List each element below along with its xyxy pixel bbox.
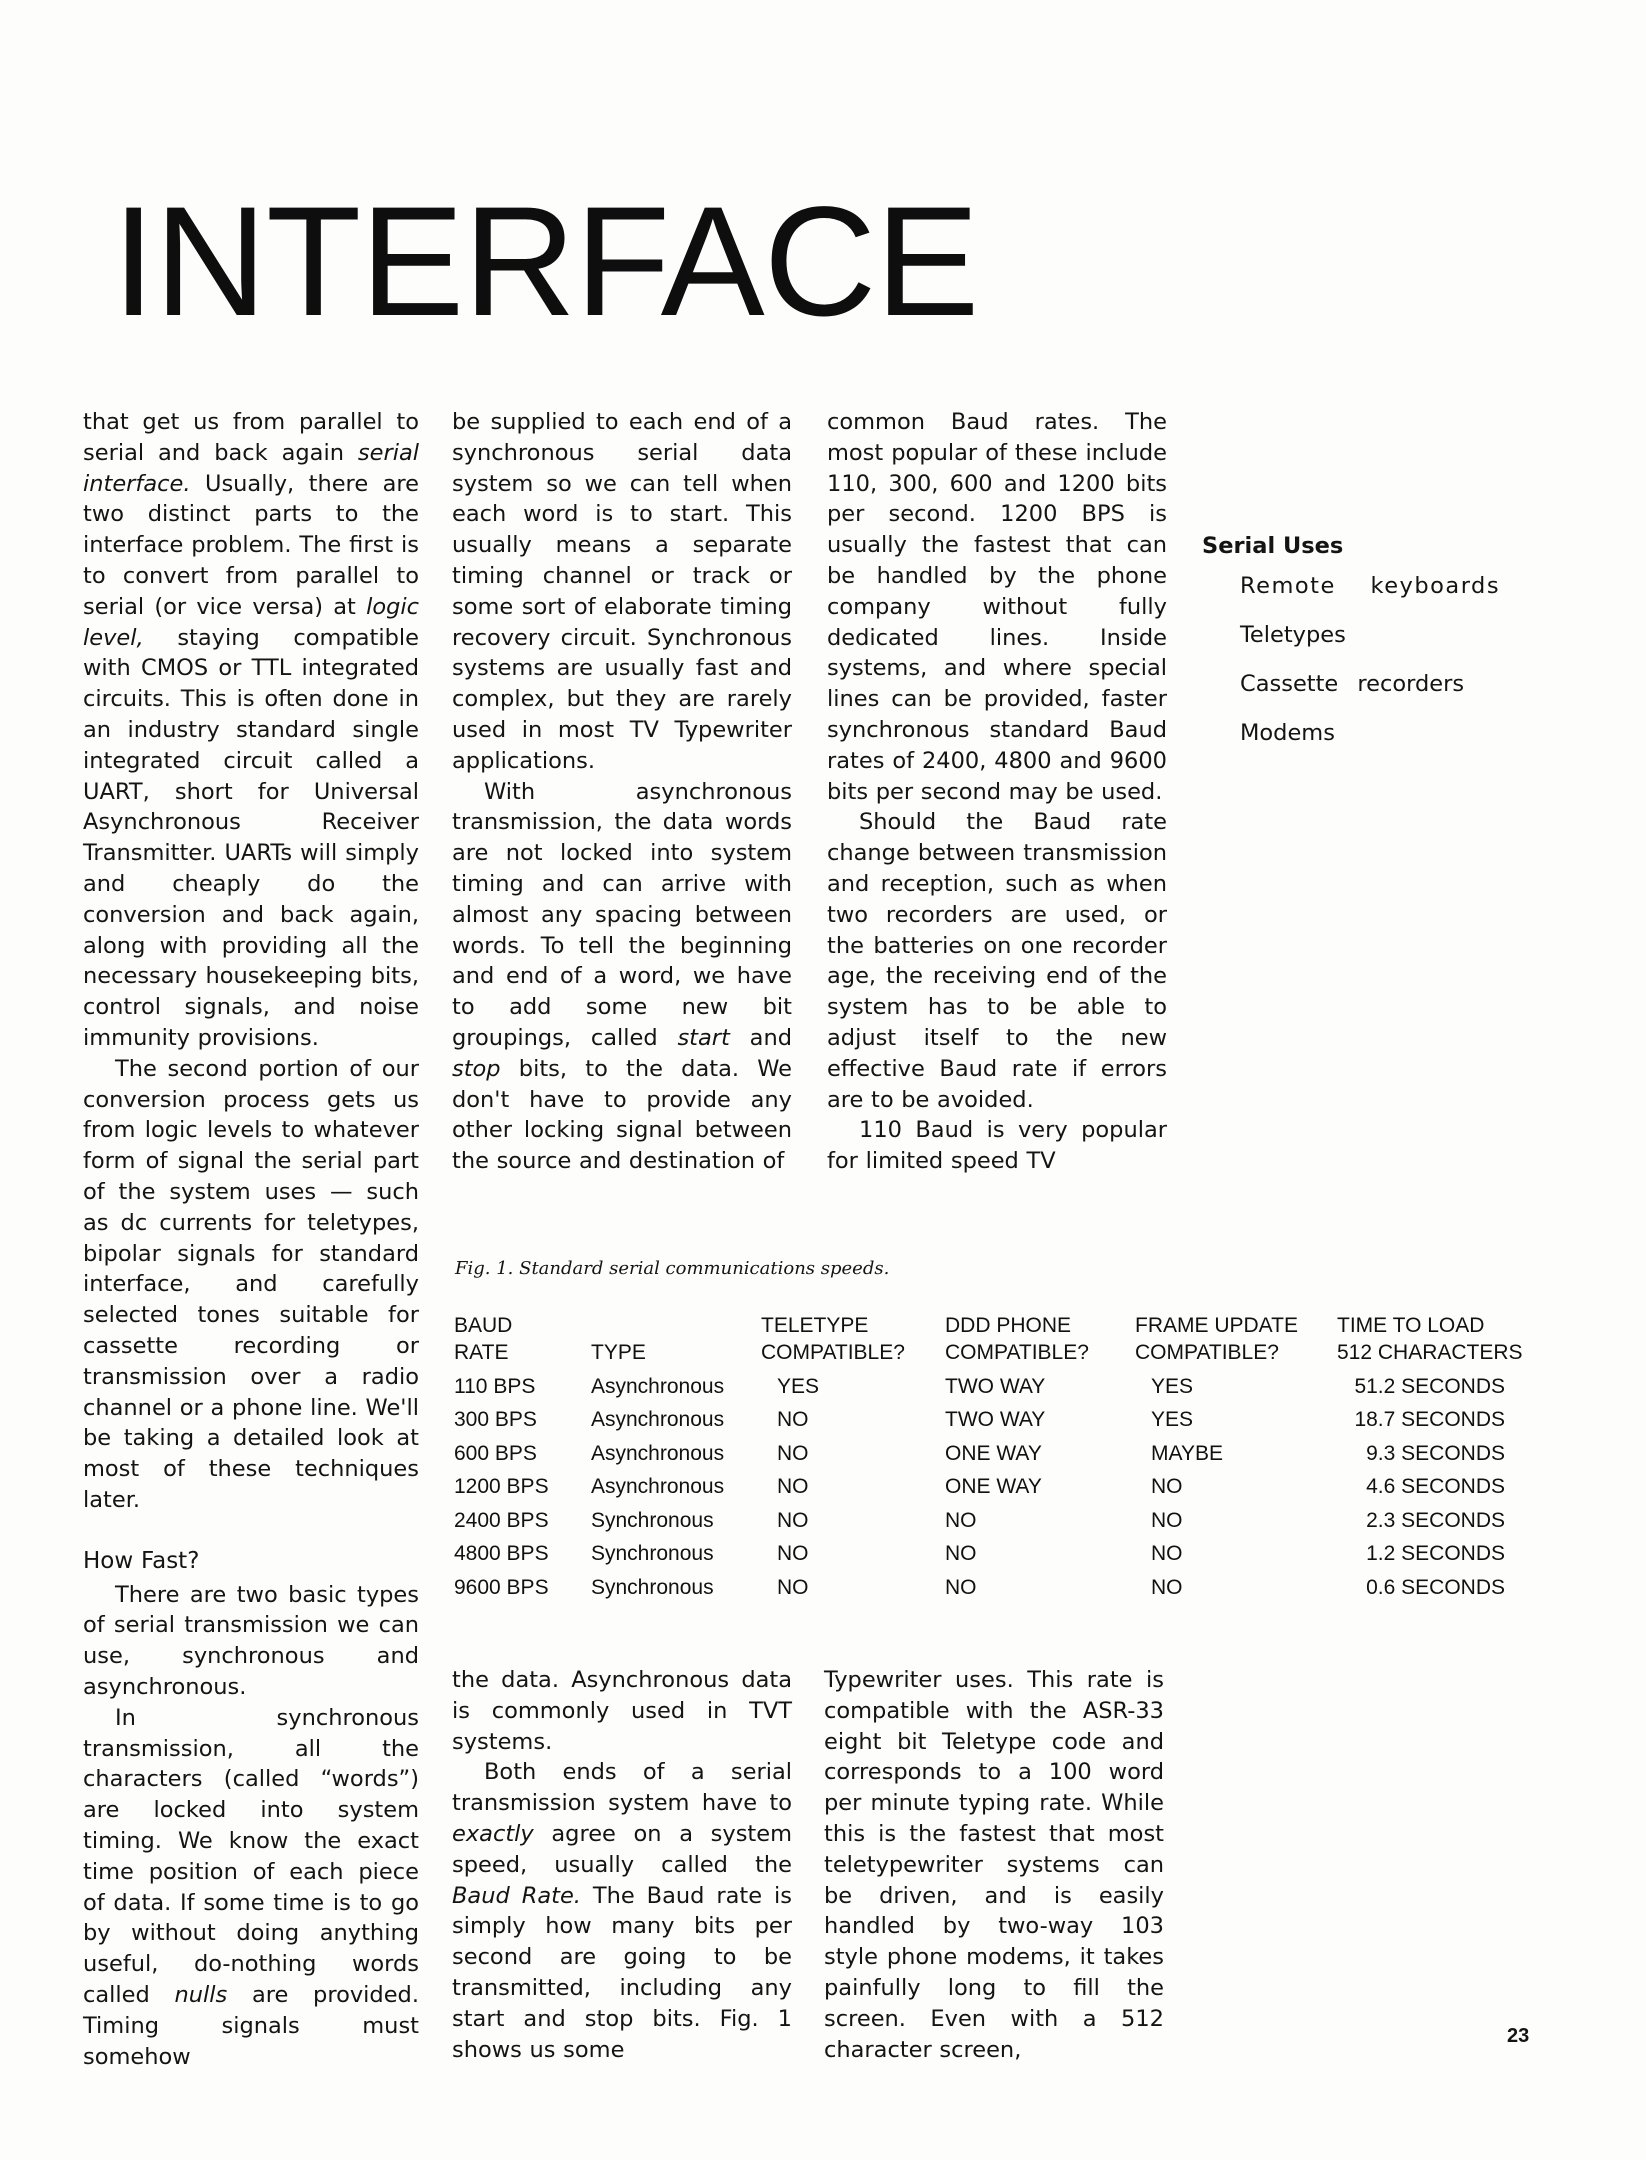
text-column-1 (83, 407, 419, 2072)
paragraph: In synchronous transmission, all the characters (called “words”) are locked into system timing. We know the exact time position of each piece of data. If some time is to go by without doing anything useful, do-nothing words called nulls are provided. Timing signals must somehow (83, 1704, 419, 2070)
table-cell: 18.7 SECONDS (1354, 1408, 1505, 1432)
table-cell: NO (777, 1475, 809, 1499)
table-cell: Synchronous (591, 1575, 714, 1599)
table-cell: Asynchronous (591, 1374, 725, 1398)
table-row (450, 1538, 1545, 1572)
column-header: BAUD RATE (454, 1314, 513, 1364)
table-cell: ONE WAY (945, 1441, 1042, 1465)
paragraph: the data. Asynchronous data is commonly used in TVT systems. (452, 1667, 792, 1755)
table-cell: NO (777, 1441, 809, 1465)
table-cell: Synchronous (591, 1508, 714, 1532)
table-cell: Asynchronous (591, 1475, 725, 1499)
table-cell: NO (1151, 1542, 1183, 1566)
paragraph: There are two basic types of serial transmission we can use, synchronous and asynchronous. (83, 1581, 419, 1701)
table-cell: 1200 BPS (454, 1475, 549, 1499)
table-cell: 600 BPS (454, 1441, 537, 1465)
page-title: INTERFACE (112, 175, 979, 349)
paragraph: Should the Baud rate change between transmission and reception, such as when two recorders are used, or the batteries on one recorder age, the receiving end of the system has to be able to adjust itself to the new effective Baud rate if errors are to be avoided. (827, 809, 1167, 1113)
list-item: Modems (1240, 720, 1335, 746)
table-cell: TWO WAY (945, 1374, 1046, 1398)
text-column-4 (452, 1665, 792, 2065)
table-row (450, 1404, 1545, 1438)
serial-speeds-table (450, 1312, 1545, 1605)
table-cell: NO (777, 1542, 809, 1566)
table-cell: NO (777, 1408, 809, 1432)
table-cell: TWO WAY (945, 1408, 1046, 1432)
table-cell: NO (777, 1508, 809, 1532)
table-cell: 4.6 SECONDS (1366, 1475, 1505, 1499)
list-item: Remote keyboards (1240, 573, 1501, 599)
text-column-3 (827, 407, 1167, 1177)
text-column-2 (452, 407, 792, 1177)
paragraph: Typewriter uses. This rate is compatible with the ASR-33 eight bit Teletype code and corresponds to a 100 word per minute typing rate. While this is the fastest that most teletypewriter systems can be driven, and is easily handled by two-way 103 style phone modems, it takes painfully long to fill the screen. Even with a 512 character screen, (824, 1667, 1164, 2063)
table-cell: 0.6 SECONDS (1366, 1575, 1505, 1599)
table-cell: Asynchronous (591, 1441, 725, 1465)
column-header: TIME TO LOAD 512 CHARACTERS (1337, 1314, 1523, 1364)
table-cell: YES (1151, 1374, 1194, 1398)
paragraph: be supplied to each end of a synchronous serial data system so we can tell when each word is to start. This usually means a separate timing channel or track or some sort of elaborate timing recovery circuit. Synchronous systems are usually fast and complex, but they are rarely used in most TV Typewriter applications. (452, 409, 792, 774)
table-cell: 4800 BPS (454, 1542, 549, 1566)
table-cell: 110 BPS (454, 1374, 536, 1398)
paragraph: that get us from parallel to serial and back again serial interface. Usually, there are two distinct parts to the interface problem. The first is to convert from parallel to serial (or vice versa) at logic level, staying compatible with CMOS or TTL integrated circuits. This is often done in an industry standard single integrated circuit called a UART, short for Universal Asynchronous Receiver Transmitter. UARTs will simply and cheaply do the conversion and back again, along with providing all the necessary housekeeping bits, control signals, and noise immunity provisions. (83, 409, 419, 1051)
column-header: DDD PHONE COMPATIBLE? (945, 1314, 1089, 1364)
table-row (450, 1504, 1545, 1538)
table-cell: Asynchronous (591, 1408, 725, 1432)
sidebar-title: Serial Uses (1202, 533, 1344, 559)
list-item: Teletypes (1240, 622, 1346, 648)
table-cell: YES (777, 1374, 820, 1398)
column-header: FRAME UPDATE COMPATIBLE? (1135, 1314, 1298, 1364)
table-cell: 51.2 SECONDS (1354, 1374, 1505, 1398)
table-cell: NO (945, 1542, 977, 1566)
paragraph: Both ends of a serial transmission system have to exactly agree on a system speed, usually called the Baud Rate. The Baud rate is simply how many bits per second are going to be transmitted, including any start and stop bits. Fig. 1 shows us some (452, 1759, 792, 2063)
table-row (450, 1437, 1545, 1471)
column-header: TELETYPE COMPATIBLE? (761, 1314, 905, 1364)
table-header-row (450, 1312, 1545, 1370)
table-cell: 1.2 SECONDS (1366, 1542, 1505, 1566)
table-cell: NO (1151, 1508, 1183, 1532)
table-cell: ONE WAY (945, 1475, 1042, 1499)
table-row (450, 1471, 1545, 1505)
table-row (450, 1370, 1545, 1404)
list-item: Cassette recorders (1240, 671, 1465, 697)
table-cell: 9.3 SECONDS (1366, 1441, 1505, 1465)
table-cell: NO (777, 1575, 809, 1599)
column-header: TYPE (591, 1341, 646, 1364)
paragraph: The second portion of our conversion process gets us from logic levels to whatever form of signal the serial part of the system uses — such as dc currents for teletypes, bipolar signals for standard interface, and carefully selected tones suitable for cassette recording or transmission over a radio channel or a phone line. We'll be taking a detailed look at most of these techniques later. (83, 1055, 419, 1513)
section-heading: How Fast? (83, 1547, 200, 1574)
text-column-5 (824, 1665, 1164, 2065)
sidebar-list (1202, 571, 1532, 767)
table-cell: 2400 BPS (454, 1508, 549, 1532)
table-cell: 2.3 SECONDS (1366, 1508, 1505, 1532)
serial-uses-sidebar (1202, 533, 1532, 767)
paragraph: With asynchronous transmission, the data words are not locked into system timing and can arrive with almost any spacing between words. To tell the beginning and end of a word, we have to add some new bit groupings, called start and stop bits, to the data. We don't have to provide any other locking signal between the source and destination of (452, 778, 793, 1175)
paragraph: common Baud rates. The most popular of these include 110, 300, 600 and 1200 bits per second. 1200 BPS is usually the fastest that can be handled by the phone company without fully dedicated lines. Inside systems, and where special lines can be provided, faster synchronous standard Baud rates of 2400, 4800 and 9600 bits per second may be used. (827, 409, 1167, 805)
table-cell: 300 BPS (454, 1408, 537, 1432)
paragraph: 110 Baud is very popular for limited speed TV (827, 1117, 1167, 1175)
table-cell: MAYBE (1151, 1441, 1223, 1465)
table-cell: Synchronous (591, 1542, 714, 1566)
page-number: 23 (1507, 2025, 1530, 2047)
table-cell: NO (945, 1575, 977, 1599)
table-cell: NO (1151, 1575, 1183, 1599)
table-cell: NO (945, 1508, 977, 1532)
table-cell: 9600 BPS (454, 1575, 549, 1599)
table-row (450, 1571, 1545, 1605)
figure-caption: Fig. 1. Standard serial communications speeds. (455, 1258, 890, 1279)
table-cell: NO (1151, 1475, 1183, 1499)
table-cell: YES (1151, 1408, 1194, 1432)
